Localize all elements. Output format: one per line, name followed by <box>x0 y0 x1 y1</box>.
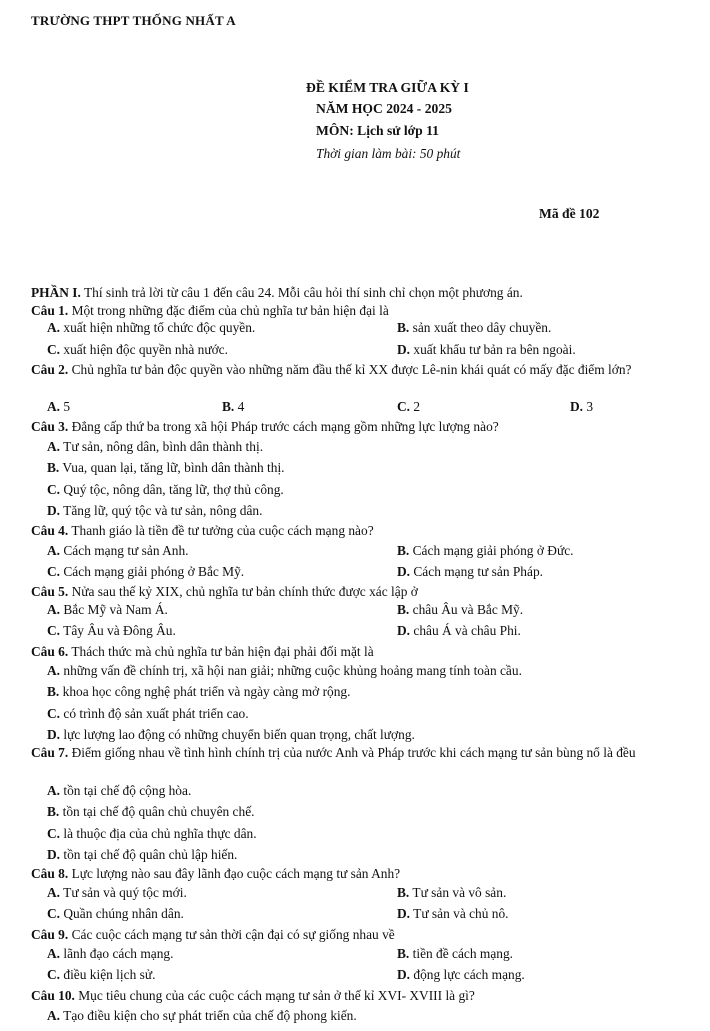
answer-option <box>47 460 285 476</box>
answer-option <box>397 564 543 580</box>
question-text: Mục tiêu chung của các cuộc cách mạng tư sản ở thế kỉ XVI- XVIII là gì? <box>74 988 475 1003</box>
option-letter: D. <box>47 727 61 742</box>
option-letter: D. <box>397 967 411 982</box>
option-text: tồn tại chế độ cộng hòa. <box>60 783 192 798</box>
answer-option <box>397 623 521 639</box>
answer-option <box>47 342 228 358</box>
option-text: có trình độ sản xuất phát triển cao. <box>60 706 249 721</box>
option-letter: B. <box>397 320 410 335</box>
option-letter: B. <box>47 460 60 475</box>
option-letter: C. <box>47 482 61 497</box>
answer-option <box>47 826 257 842</box>
option-letter: D. <box>397 906 411 921</box>
option-letter: C. <box>47 967 61 982</box>
question-stem <box>31 644 374 660</box>
question-stem <box>31 362 691 377</box>
question-text: Chủ nghĩa tư bản độc quyền vào những năm đầu thế kỉ XX được Lê-nin khái quát có mấy đặc điểm lớn? <box>68 362 632 377</box>
question-text: Lực lượng nào sau đây lãnh đạo cuộc cách mạng tư sản Anh? <box>68 866 401 881</box>
time-limit: Thời gian làm bài: 50 phút <box>316 146 461 161</box>
option-letter: C. <box>397 399 411 414</box>
option-letter: A. <box>47 885 61 900</box>
question-number: Câu 4. <box>31 523 69 538</box>
answer-option <box>47 399 70 415</box>
answer-option <box>47 804 255 820</box>
answer-option <box>47 439 263 455</box>
option-letter: D. <box>397 564 411 579</box>
answer-option <box>47 482 284 498</box>
answer-option <box>47 946 173 962</box>
option-text: Quý tộc, nông dân, tăng lữ, thợ thủ công. <box>60 482 284 497</box>
option-text: khoa học công nghệ phát triển và ngày càng mở rộng. <box>59 684 351 699</box>
question-number: Câu 1. <box>31 303 69 318</box>
option-text: động lực cách mạng. <box>410 967 525 982</box>
question-text: Các cuộc cách mạng tư sản thời cận đại có sự giống nhau về <box>68 927 395 942</box>
option-text: Bắc Mỹ và Nam Á. <box>60 602 168 617</box>
question-stem <box>31 745 691 760</box>
option-text: Tư sản và chủ nô. <box>410 906 509 921</box>
option-text: những vấn đề chính trị, xã hội nan giải; những cuộc khủng hoảng mang tính toàn cầu. <box>60 663 522 678</box>
question-text: Điểm giống nhau về tình hình chính trị của nước Anh và Pháp trước khi cách mạng tư sản bùng nổ là đều <box>68 745 636 760</box>
question-stem <box>31 303 389 319</box>
option-letter: D. <box>397 342 411 357</box>
option-text: lực lượng lao động có những chuyển biến quan trọng, chất lượng. <box>60 727 415 742</box>
question-number: Câu 5. <box>31 584 69 599</box>
question-text: Nửa sau thế kỷ XIX, chủ nghĩa tư bản chính thức được xác lập ở <box>68 584 418 599</box>
option-text: xuất khẩu tư bản ra bên ngoài. <box>410 342 576 357</box>
answer-option <box>222 399 244 415</box>
school-name: TRƯỜNG THPT THỐNG NHẤT A <box>31 13 236 28</box>
option-text: là thuộc địa của chủ nghĩa thực dân. <box>60 826 257 841</box>
school-year: NĂM HỌC 2024 - 2025 <box>316 101 452 116</box>
option-text: tồn tại chế độ quân chủ chuyên chế. <box>59 804 255 819</box>
answer-option <box>47 623 176 639</box>
question-text: Đẳng cấp thứ ba trong xã hội Pháp trước cách mạng gồm những lực lượng nào? <box>68 419 499 434</box>
option-letter: D. <box>47 503 61 518</box>
answer-option <box>47 564 244 580</box>
option-letter: A. <box>47 602 61 617</box>
option-text: Vua, quan lại, tăng lữ, bình dân thành thị. <box>59 460 285 475</box>
option-text: sản xuất theo dây chuyền. <box>409 320 552 335</box>
option-letter: B. <box>47 684 60 699</box>
option-letter: B. <box>397 885 410 900</box>
answer-option <box>47 684 350 700</box>
part-label: PHẦN I. <box>31 285 81 300</box>
answer-option <box>397 602 523 618</box>
question-stem <box>31 523 374 539</box>
answer-option <box>397 399 420 415</box>
option-text: Cách mạng tư sản Anh. <box>60 543 189 558</box>
option-text: châu Á và châu Phi. <box>410 623 521 638</box>
option-text: Tư sản, nông dân, bình dân thành thị. <box>60 439 264 454</box>
option-letter: B. <box>47 804 60 819</box>
question-number: Câu 6. <box>31 644 69 659</box>
option-text: lãnh đạo cách mạng. <box>60 946 174 961</box>
option-text: Cách mạng giải phóng ở Đức. <box>409 543 574 558</box>
option-letter: C. <box>47 342 61 357</box>
option-letter: A. <box>47 543 61 558</box>
answer-option <box>397 885 506 901</box>
answer-option <box>47 1008 357 1024</box>
question-text: Thanh giáo là tiền đề tư tưởng của cuộc cách mạng nào? <box>68 523 374 538</box>
option-letter: C. <box>47 906 61 921</box>
answer-option <box>397 320 551 336</box>
option-text: xuất hiện những tổ chức độc quyền. <box>60 320 256 335</box>
option-text: tiền đề cách mạng. <box>409 946 514 961</box>
answer-option <box>47 885 187 901</box>
option-text: Cách mạng giải phóng ở Bắc Mỹ. <box>60 564 245 579</box>
option-text: điều kiện lịch sử. <box>60 967 156 982</box>
option-letter: B. <box>222 399 235 414</box>
option-letter: C. <box>47 564 61 579</box>
option-text: tồn tại chế độ quân chủ lập hiến. <box>60 847 238 862</box>
option-letter: A. <box>47 783 61 798</box>
question-stem <box>31 866 400 882</box>
option-letter: C. <box>47 623 61 638</box>
answer-option <box>47 706 249 722</box>
answer-option <box>397 543 574 559</box>
answer-option <box>47 727 415 743</box>
question-text: Thách thức mà chủ nghĩa tư bản hiện đại phải đối mặt là <box>68 644 374 659</box>
option-text: Quần chúng nhân dân. <box>60 906 184 921</box>
option-letter: D. <box>47 847 61 862</box>
answer-option <box>47 503 262 519</box>
option-text: Tư sản và quý tộc mới. <box>60 885 187 900</box>
answer-option <box>397 342 576 358</box>
answer-option <box>47 320 255 336</box>
answer-option <box>47 967 155 983</box>
option-letter: D. <box>397 623 411 638</box>
option-letter: B. <box>397 543 410 558</box>
option-text: châu Âu và Bắc Mỹ. <box>409 602 524 617</box>
part-instruction <box>31 285 523 301</box>
question-number: Câu 10. <box>31 988 75 1003</box>
question-stem <box>31 988 475 1004</box>
answer-option <box>47 783 191 799</box>
option-letter: D. <box>570 399 584 414</box>
option-letter: A. <box>47 663 61 678</box>
answer-option <box>397 946 513 962</box>
answer-option <box>47 543 189 559</box>
answer-option <box>397 967 525 983</box>
option-letter: A. <box>47 399 61 414</box>
answer-option <box>570 399 593 415</box>
question-text: Một trong những đặc điểm của chủ nghĩa tư bản hiện đại là <box>68 303 389 318</box>
option-text: xuất hiện độc quyền nhà nước. <box>60 342 228 357</box>
question-number: Câu 7. <box>31 745 69 760</box>
answer-option <box>397 906 509 922</box>
option-text: Cách mạng tư sản Pháp. <box>410 564 543 579</box>
question-number: Câu 8. <box>31 866 69 881</box>
option-text: Tạo điều kiện cho sự phát triển của chế độ phong kiến. <box>60 1008 357 1023</box>
option-letter: A. <box>47 320 61 335</box>
part-text: Thí sinh trả lời từ câu 1 đến câu 24. Mỗi câu hỏi thí sinh chỉ chọn một phương án. <box>80 285 523 300</box>
option-letter: B. <box>397 946 410 961</box>
answer-option <box>47 602 168 618</box>
exam-title: ĐỀ KIỂM TRA GIỮA KỲ I <box>306 80 469 95</box>
question-stem <box>31 419 499 435</box>
option-text: 5 <box>60 399 71 414</box>
option-letter: A. <box>47 1008 61 1023</box>
exam-code: Mã đề 102 <box>539 206 600 221</box>
option-text: 2 <box>410 399 421 414</box>
question-number: Câu 3. <box>31 419 69 434</box>
question-number: Câu 2. <box>31 362 69 377</box>
option-text: 3 <box>583 399 594 414</box>
option-text: 4 <box>234 399 245 414</box>
option-letter: C. <box>47 826 61 841</box>
option-letter: A. <box>47 439 61 454</box>
option-letter: C. <box>47 706 61 721</box>
question-number: Câu 9. <box>31 927 69 942</box>
answer-option <box>47 847 237 863</box>
answer-option <box>47 663 522 679</box>
option-text: Tây Âu và Đông Âu. <box>60 623 176 638</box>
option-text: Tư sản và vô sản. <box>409 885 507 900</box>
subject: MÔN: Lịch sử lớp 11 <box>316 123 439 138</box>
option-text: Tăng lữ, quý tộc và tư sản, nông dân. <box>60 503 263 518</box>
option-letter: A. <box>47 946 61 961</box>
option-letter: B. <box>397 602 410 617</box>
answer-option <box>47 906 184 922</box>
question-stem <box>31 584 418 600</box>
question-stem <box>31 927 395 943</box>
